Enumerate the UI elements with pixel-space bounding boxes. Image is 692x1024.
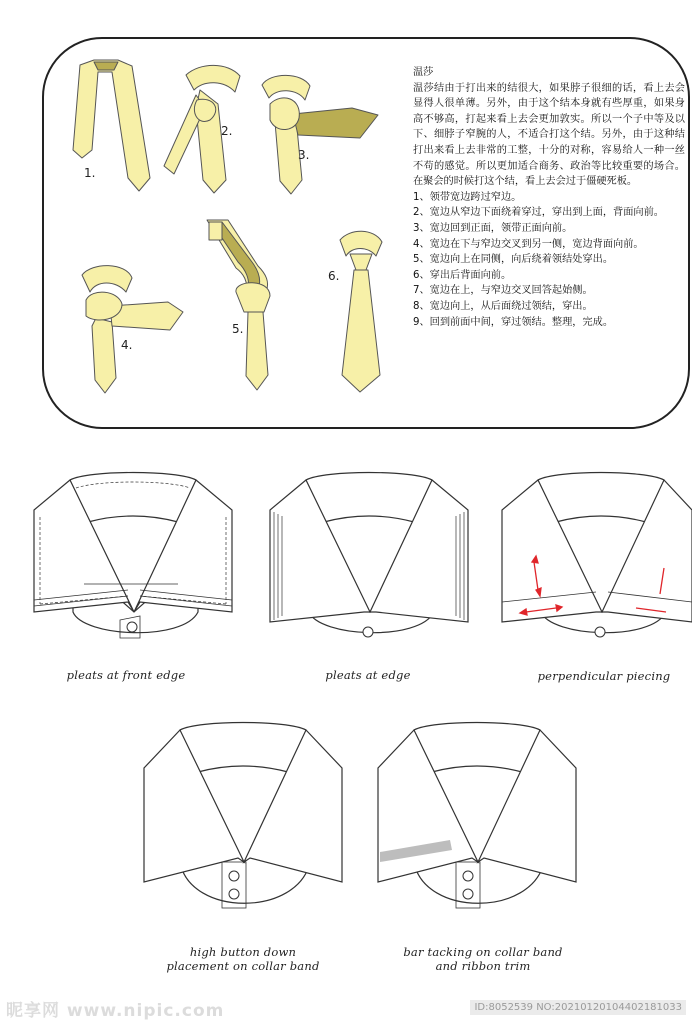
caption-perpendicular-piecing: perpendicular piecing — [537, 669, 671, 683]
windsor-title: 温莎 — [413, 67, 434, 78]
collar-illustration-pleats-edge — [264, 462, 476, 654]
instruction-item: 8、宽边向上，从后面绕过领结，穿出。 — [413, 300, 593, 312]
tie-step-5-illustration — [207, 220, 270, 390]
instruction-item: 9、回到前面中间，穿过领结。整理，完成。 — [413, 316, 614, 328]
windsor-knot-text — [413, 65, 685, 330]
tie-step-number-1: 1. — [84, 166, 96, 180]
tie-step-number-5: 5. — [232, 322, 244, 336]
watermark-logo: 昵享网 www.nipic.com — [6, 1001, 225, 1021]
caption-pleats-edge: pleats at edge — [325, 668, 411, 682]
instruction-list — [413, 190, 685, 330]
tie-step-number-2: 2. — [221, 124, 233, 138]
collar-illustration-perpendicular-piecing — [496, 462, 692, 654]
collar-illustration-high-button-down — [138, 712, 350, 924]
tie-step-number-3: 3. — [298, 148, 310, 162]
instruction-item: 3、宽边回到正面，领带正面向前。 — [413, 222, 573, 234]
instruction-item: 5、宽边向上在同侧，向后绕着领结处穿出。 — [413, 254, 614, 266]
caption-pleats-front-edge: pleats at front edge — [66, 668, 186, 682]
tie-step-3-illustration — [262, 75, 378, 194]
tie-step-number-6: 6. — [328, 269, 340, 283]
caption-bar-tacking: bar tacking on collar band and ribbon trim — [403, 945, 563, 973]
tie-step-number-4: 4. — [121, 338, 133, 352]
watermark-id: ID:8052539 NO:20210120104402181033 — [470, 1000, 686, 1015]
instruction-item: 6、穿出后背面向前。 — [413, 269, 512, 281]
caption-high-button-down: high button down placement on collar band — [166, 945, 320, 973]
collar-illustration-pleats-front-edge — [28, 462, 240, 654]
instruction-item: 1、领带宽边跨过窄边。 — [413, 191, 522, 203]
instruction-item: 4、宽边在下与窄边交叉到另一侧，宽边背面向前。 — [413, 238, 644, 250]
tie-step-4-illustration — [82, 266, 183, 393]
tie-step-6-illustration — [340, 231, 382, 392]
instruction-item: 7、宽边在上，与窄边交叉回答起始侧。 — [413, 285, 593, 297]
instruction-item: 2、宽边从窄边下面绕着穿过，穿出到上面，背面向前。 — [413, 207, 664, 219]
collar-illustration-bar-tacking-ribbon — [372, 712, 584, 924]
windsor-intro: 温莎结由于打出来的结很大，如果脖子很细的话，看上去会显得人很单薄。另外，由于这个结本身就有些厚重，如果身高不够高，打起来看上去会更加敦实。所以一个子中等及以下、细脖子窄腕的人，不适合打这个结。另外，由于这种结打出来看上去非常的工整，十分的对称，容易给人一种一丝不苟的感觉。所以更加适合商务、政治等比较重要的场合。在聚会的时候打这个结，看上去会过于僵硬死板。 — [413, 82, 685, 188]
